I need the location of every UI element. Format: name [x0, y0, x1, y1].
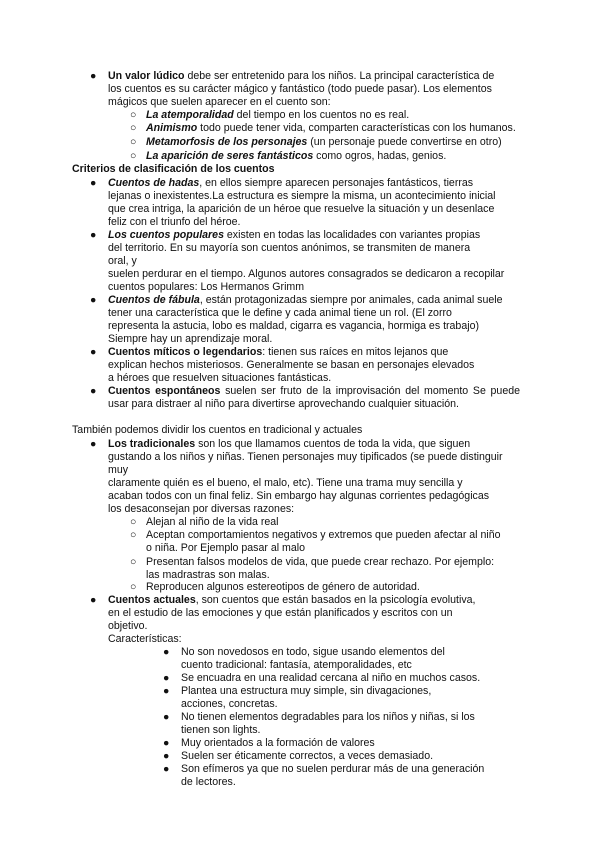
bullet-icon: ● [163, 711, 170, 723]
bullet-icon: ● [90, 229, 97, 241]
bullet-icon: ● [90, 385, 97, 397]
circle-bullet-icon: ○ [130, 556, 137, 568]
sub-metamorfosis: ○ Metamorfosis de los personajes (un personaje puede convertirse en otro) [130, 136, 502, 148]
caracteristica-item: ● Se encuadra en una realidad cercana al niño en muchos casos. [163, 672, 481, 684]
criterios-heading: Criterios de clasificación de los cuentos [72, 163, 275, 175]
bullet-icon: ● [163, 672, 170, 684]
circle-bullet-icon: ○ [130, 150, 137, 162]
caracteristica-item: ● No son novedosos en todo, sigue usando elementos del cuento tradicional: fantasía, atemporalidades, etc [163, 646, 445, 671]
bullet-valor-ludico [90, 70, 520, 109]
bullet-cuentos-espontaneos: ● Cuentos espontáneos suelen ser fruto de la improvisación del momento Se puede usar para distraer al niño para divertirse aprovechando cualquier situación. [90, 385, 520, 410]
circle-bullet-icon: ○ [130, 136, 137, 148]
division-intro: También podemos dividir los cuentos en tradicional y actuales [72, 424, 363, 436]
sub-animismo: ○ Animismo todo puede tener vida, comparten características con los humanos. [130, 122, 516, 134]
caracteristica-item: ● No tienen elementos degradables para los niños y niñas, si los tienen son lights. [163, 711, 475, 736]
reason-item: ○ Alejan al niño de la vida real [130, 516, 279, 528]
valor-ludico-text: Un valor lúdico debe ser entretenido para los niños. La principal característica de los cuentos es su carácter mágico y fantástico (todo puede pasar). Los elementos mágicos que suelen aparecer en el cuento son: [108, 70, 495, 108]
bullet-cuentos-de-hadas: ● Cuentos de hadas, en ellos siempre aparecen personajes fantásticos, tierras lejanas o inexistentes.La estructura es siempre la misma, un acontecimiento inicial que crea intriga, la aparición de un héroe que resuelve la situación y un desenlace feliz con el triunfo del héroe. [90, 177, 496, 228]
sub-seres-fantasticos: ○ La aparición de seres fantásticos como ogros, hadas, genios. [130, 150, 447, 162]
bullet-cuentos-de-fabula: ● Cuentos de fábula, están protagonizadas siempre por animales, cada animal suele tener una característica que le define y cada animal tiene un rol. (El zorro representa la astucia, lobo es maldad, cigarra es vagancia, hormiga es trabajo) Siempre hay un aprendizaje moral. [90, 294, 503, 345]
circle-bullet-icon: ○ [130, 516, 137, 528]
caracteristica-item: ● Muy orientados a la formación de valores [163, 737, 375, 749]
reason-item: ○ Reproducen algunos estereotipos de género de autoridad. [130, 581, 420, 593]
bullet-icon: ● [163, 763, 170, 775]
bullet-icon: ● [90, 594, 97, 606]
bullet-icon: ● [90, 294, 97, 306]
circle-bullet-icon: ○ [130, 109, 137, 121]
bullet-icon: ● [90, 438, 97, 450]
bullet-cuentos-miticos: ● Cuentos míticos o legendarios: tienen sus raíces en mitos lejanos que explican hechos misteriosos. Generalmente se basan en personajes elevados a héroes que resuelven situaciones fantásticas. [90, 346, 475, 384]
valor-ludico-term: Un valor lúdico [108, 70, 185, 82]
bullet-icon: ● [90, 346, 97, 358]
reason-item: ○ Aceptan comportamientos negativos y extremos que pueden afectar al niño o niña. Por Ejemplo pasar al malo [130, 529, 501, 554]
bullet-cuentos-populares: ● Los cuentos populares existen en todas las localidades con variantes propias del territorio. En su mayoría son cuentos anónimos, se transmiten de manera oral, y suelen perdurar en el tiempo. Algunos autores consagrados se dedicaron a recopilar cuentos populares: Los Hermanos Grimm [90, 229, 505, 293]
bullet-tradicionales: ● Los tradicionales son los que llamamos cuentos de toda la vida, que siguen gustando a los niños y niñas. Tienen personajes muy tipificados (se puede distinguir muy claramente quién es el bueno, el malo, etc). Tiene una trama muy sencilla y acaban todos con un final feliz. Sin embargo hay algunas corrientes pedagógicas los desaconsejan por diversas razones: [90, 438, 503, 515]
circle-bullet-icon: ○ [130, 529, 137, 541]
bullet-icon: ● [163, 750, 170, 762]
sub-atemporalidad: ○ La atemporalidad del tiempo en los cuentos no es real. [130, 109, 410, 121]
circle-bullet-icon: ○ [130, 581, 137, 593]
caracteristicas-label: Características: [108, 633, 182, 645]
bullet-icon: ● [90, 70, 97, 82]
caracteristica-item: ● Son efímeros ya que no suelen perdurar más de una generación de lectores. [163, 763, 485, 788]
reason-item: ○ Presentan falsos modelos de vida, que puede crear rechazo. Por ejemplo: las madrastras son malas. [130, 556, 495, 581]
bullet-icon: ● [163, 646, 170, 658]
bullet-icon: ● [163, 737, 170, 749]
circle-bullet-icon: ○ [130, 122, 137, 134]
bullet-cuentos-actuales: ● Cuentos actuales, son cuentos que están basados en la psicología evolutiva, en el estudio de las emociones y que están planificados y escritos con un objetivo. Características: [90, 594, 520, 646]
caracteristica-item: ● Plantea una estructura muy simple, sin divagaciones, acciones, concretas. [163, 685, 432, 710]
caracteristica-item: ● Suelen ser éticamente correctos, a veces demasiado. [163, 750, 434, 762]
bullet-icon: ● [163, 685, 170, 697]
bullet-icon: ● [90, 177, 97, 189]
